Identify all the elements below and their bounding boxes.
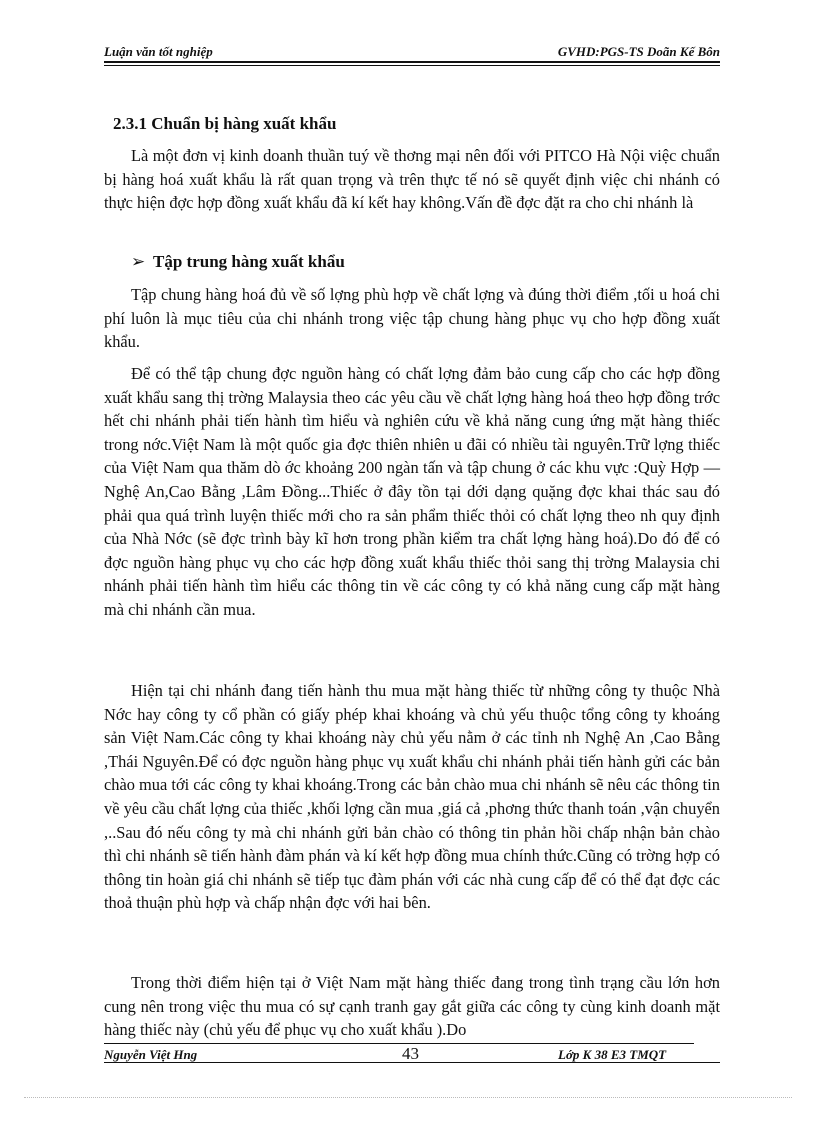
bullet-heading-text: Tập trung hàng xuất khẩu — [153, 252, 345, 271]
page-edge-dots — [24, 1097, 792, 1098]
header-rule — [104, 61, 720, 63]
paragraph-purchasing: Hiện tại chi nhánh đang tiến hành thu mua mặt hàng thiếc từ những công ty thuộc Nhà Nớc hay công ty cổ phần có giấy phép khai khoáng và chủ yếu thuộc tổng công ty khoáng sản Việt Nam.Các công ty khai khoáng này chủ yếu nằm ở các tỉnh nh Nghệ An ,Cao Bằng ,Thái Nguyên.Để có đợc nguồn hàng phục vụ xuất khẩu chi nhánh phải tiến hành gửi các bản chào mua tới các công ty khai khoáng.Trong các bản chào mua chi nhánh sẽ nêu các thông tin về yêu cầu chất lợng của thiếc ,khối lợng cần mua ,giá cả ,phơng thức thanh toán ,vận chuyển ,..Sau đó nếu công ty mà chi nhánh gửi bản chào có thông tin phản hồi chấp nhận bản chào thì chi nhánh sẽ tiến hành đàm phán và kí kết hợp đồng mua chính thức.Cũng có trờng hợp có thông tin hoàn giá chi nhánh sẽ tiếp tục đàm phán với các nhà cung cấp để có thể đạt đợc các thoả thuận phù hợp và chấp nhận đợc với hai bên. — [104, 681, 720, 913]
paragraph-market: Trong thời điểm hiện tại ở Việt Nam mặt hàng thiếc đang trong tình trạng cầu lớn hơn cung nên trong việc thu mua có sự cạnh tranh gay gắt giữa các công ty cùng kinh doanh mặt hàng thiếc này (chủ yếu để phục vụ cho xuất khẩu ).Do — [104, 973, 720, 1040]
page-header — [104, 44, 720, 62]
footer-class: Lớp K 38 E3 TMQT — [558, 1047, 667, 1062]
header-thesis-label: Luận văn tốt nghiệp — [104, 44, 213, 59]
paragraph-sourcing: Để có thể tập chung đợc nguồn hàng có chất lợng đảm bảo cung cấp cho các hợp đồng xuất khẩu sang thị trờng Malaysia theo các yêu cầu về chất lợng hàng hoá theo hợp đồng trớc hết chi nhánh phải tiến hành tìm hiểu và nghiên cứu về khả năng cung ứng mặt hàng thiếc trong nớc.Việt Nam là một quốc gia đợc thiên nhiên u đãi có nhiều tài nguyên.Trữ lợng thiếc của Việt Nam qua thăm dò ớc khoảng 200 ngàn tấn và tập chung ở các khu vực :Quỳ Hợp —Nghệ An,Cao Bằng ,Lâm Đồng...Thiếc ở đây tồn tại dới dạng quặng đợc khai thác sau đó phải qua quá trình luyện thiếc mới cho ra sản phẩm thiếc thỏi có chất lợng theo nh quy định của Nhà Nớc (sẽ đợc trình bày kĩ hơn trong phần kiểm tra chất lợng hàng hoá).Do đó để có đợc nguồn hàng phục vụ cho các hợp đồng xuất khẩu thiếc thỏi sang thị trờng Malaysia chi nhánh phải tiến hành tìm hiểu các thông tin về các công ty có khả năng cung cấp mặt hàng mà chi nhánh cần mua. — [104, 364, 720, 619]
page-number: 43 — [402, 1044, 419, 1063]
footer-author: Nguyễn Việt Hng — [104, 1047, 198, 1062]
arrow-bullet-icon: ➢ — [131, 252, 146, 271]
footer-rule-bottom — [104, 1062, 720, 1063]
page-footer — [104, 1044, 720, 1064]
header-rule-thin — [104, 65, 720, 66]
section-title: 2.3.1 Chuẩn bị hàng xuất khẩu — [113, 114, 337, 133]
bullet-heading — [131, 252, 345, 272]
paragraph-intro: Là một đơn vị kinh doanh thuần tuý về thơng mại nên đối với PITCO Hà Nội việc chuẩn bị hàng hoá xuất khẩu là rất quan trọng và trên thực tế nó sẽ quyết định việc chi nhánh có thực hiện đợc hợp đồng xuất khẩu đã kí kết hay không.Vấn đề đợc đặt ra cho chi nhánh là — [104, 146, 720, 213]
paragraph-gathering: Tập chung hàng hoá đủ về số lợng phù hợp về chất lợng và đúng thời điểm ,tối u hoá chi phí luôn là mục tiêu của chi nhánh trong việc tập chung hàng phục vụ cho hợp đồng xuất khẩu. — [104, 285, 720, 352]
header-advisor: GVHD:PGS-TS Doãn Kế Bôn — [557, 44, 720, 59]
